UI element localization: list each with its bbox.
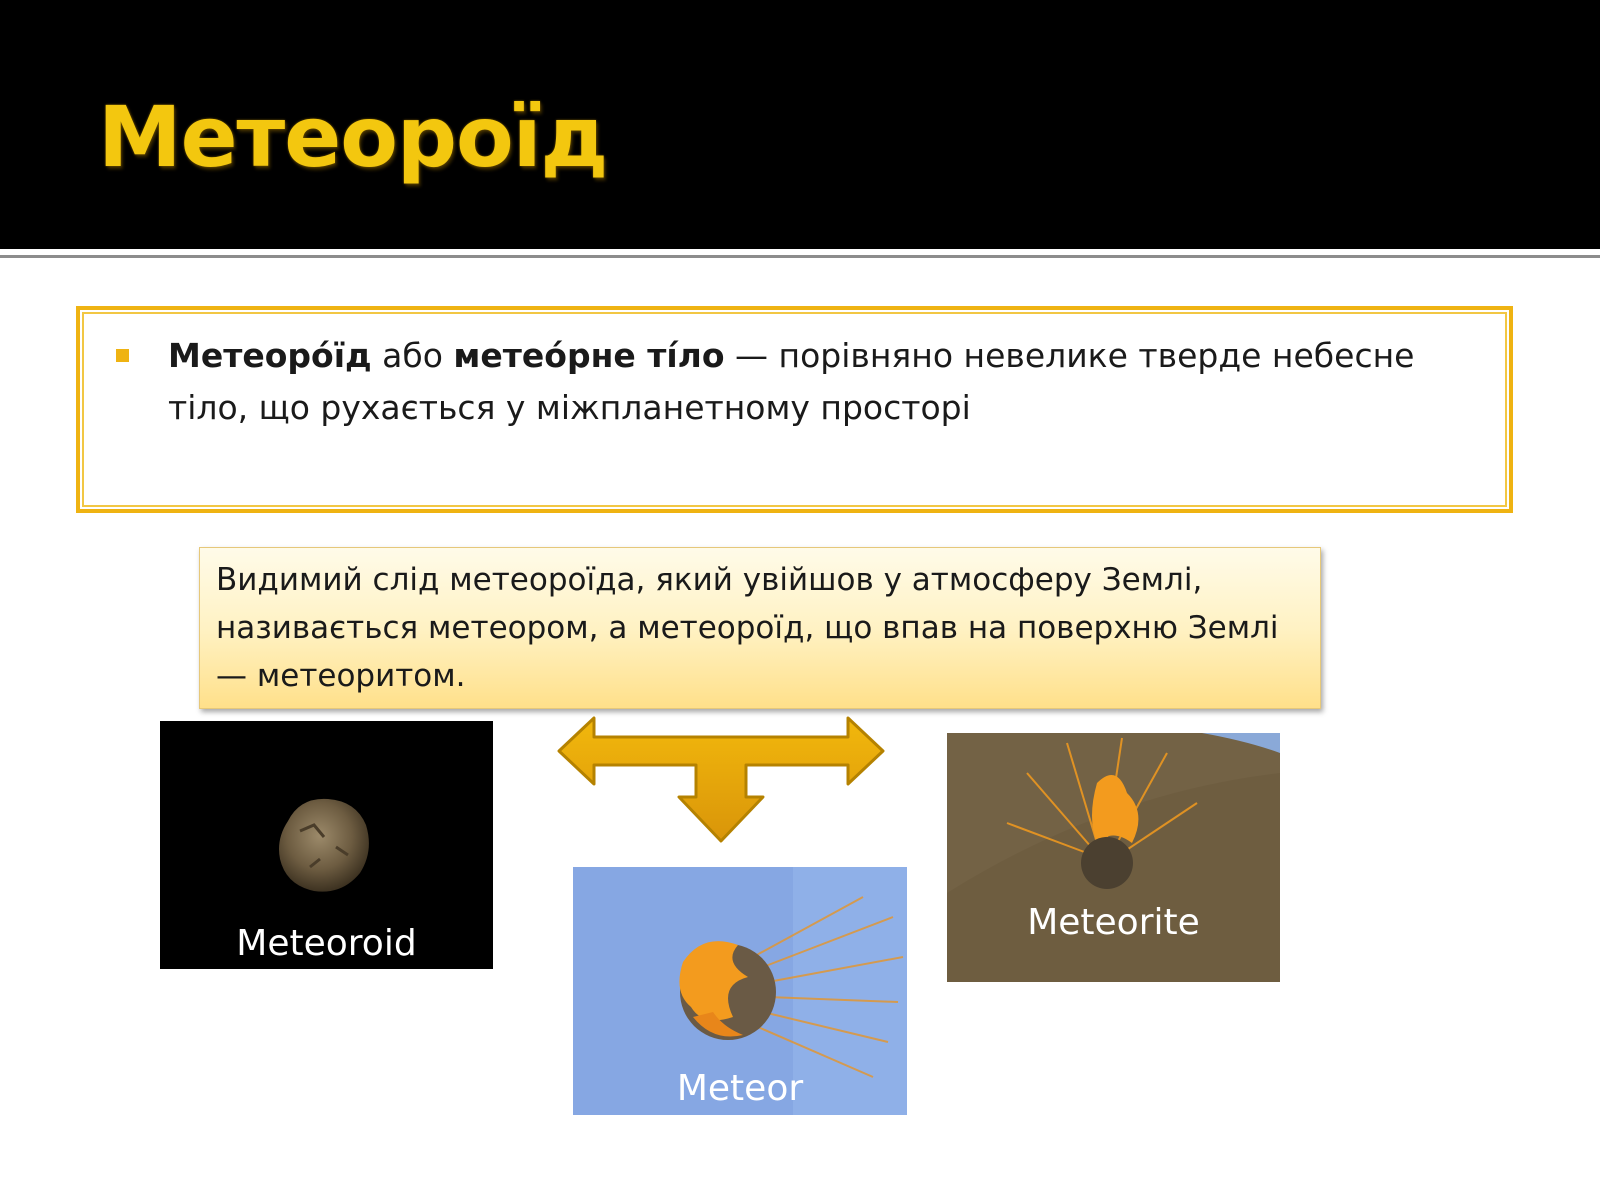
definition-body: — порівняно невелике тверде небесне тіло, що рухається у міжпланетному просторі	[168, 336, 1415, 427]
definition-term-meteor-body: метео́рне ті́ло	[453, 336, 725, 375]
definition-term-meteoroid: Метеоро́їд	[168, 336, 372, 375]
three-way-arrow-icon	[556, 715, 886, 845]
slide-title: Метеороїд	[98, 88, 608, 186]
meteor-label: Meteor	[676, 1068, 804, 1109]
meteor-image	[573, 867, 907, 1115]
meteorite-label: Meteorite	[1027, 902, 1200, 943]
meteoroid-label: Meteoroid	[236, 923, 417, 964]
meteoroid-image	[160, 721, 493, 969]
square-bullet-icon	[116, 349, 129, 362]
meteorite-image	[947, 733, 1280, 982]
callout-text: Видимий слід метеороїда, який увійшов у атмосферу Землі, називається метеором, а метеороїд, що впав на поверхню Землі — метеоритом.	[216, 562, 1279, 694]
definition-box	[76, 306, 1513, 513]
meteorite-impact-icon	[947, 733, 1280, 982]
header-divider-gray	[0, 255, 1600, 258]
slide-header	[0, 0, 1600, 249]
callout-box	[199, 547, 1321, 709]
definition-text	[168, 330, 1493, 434]
definition-connector: або	[371, 336, 454, 375]
